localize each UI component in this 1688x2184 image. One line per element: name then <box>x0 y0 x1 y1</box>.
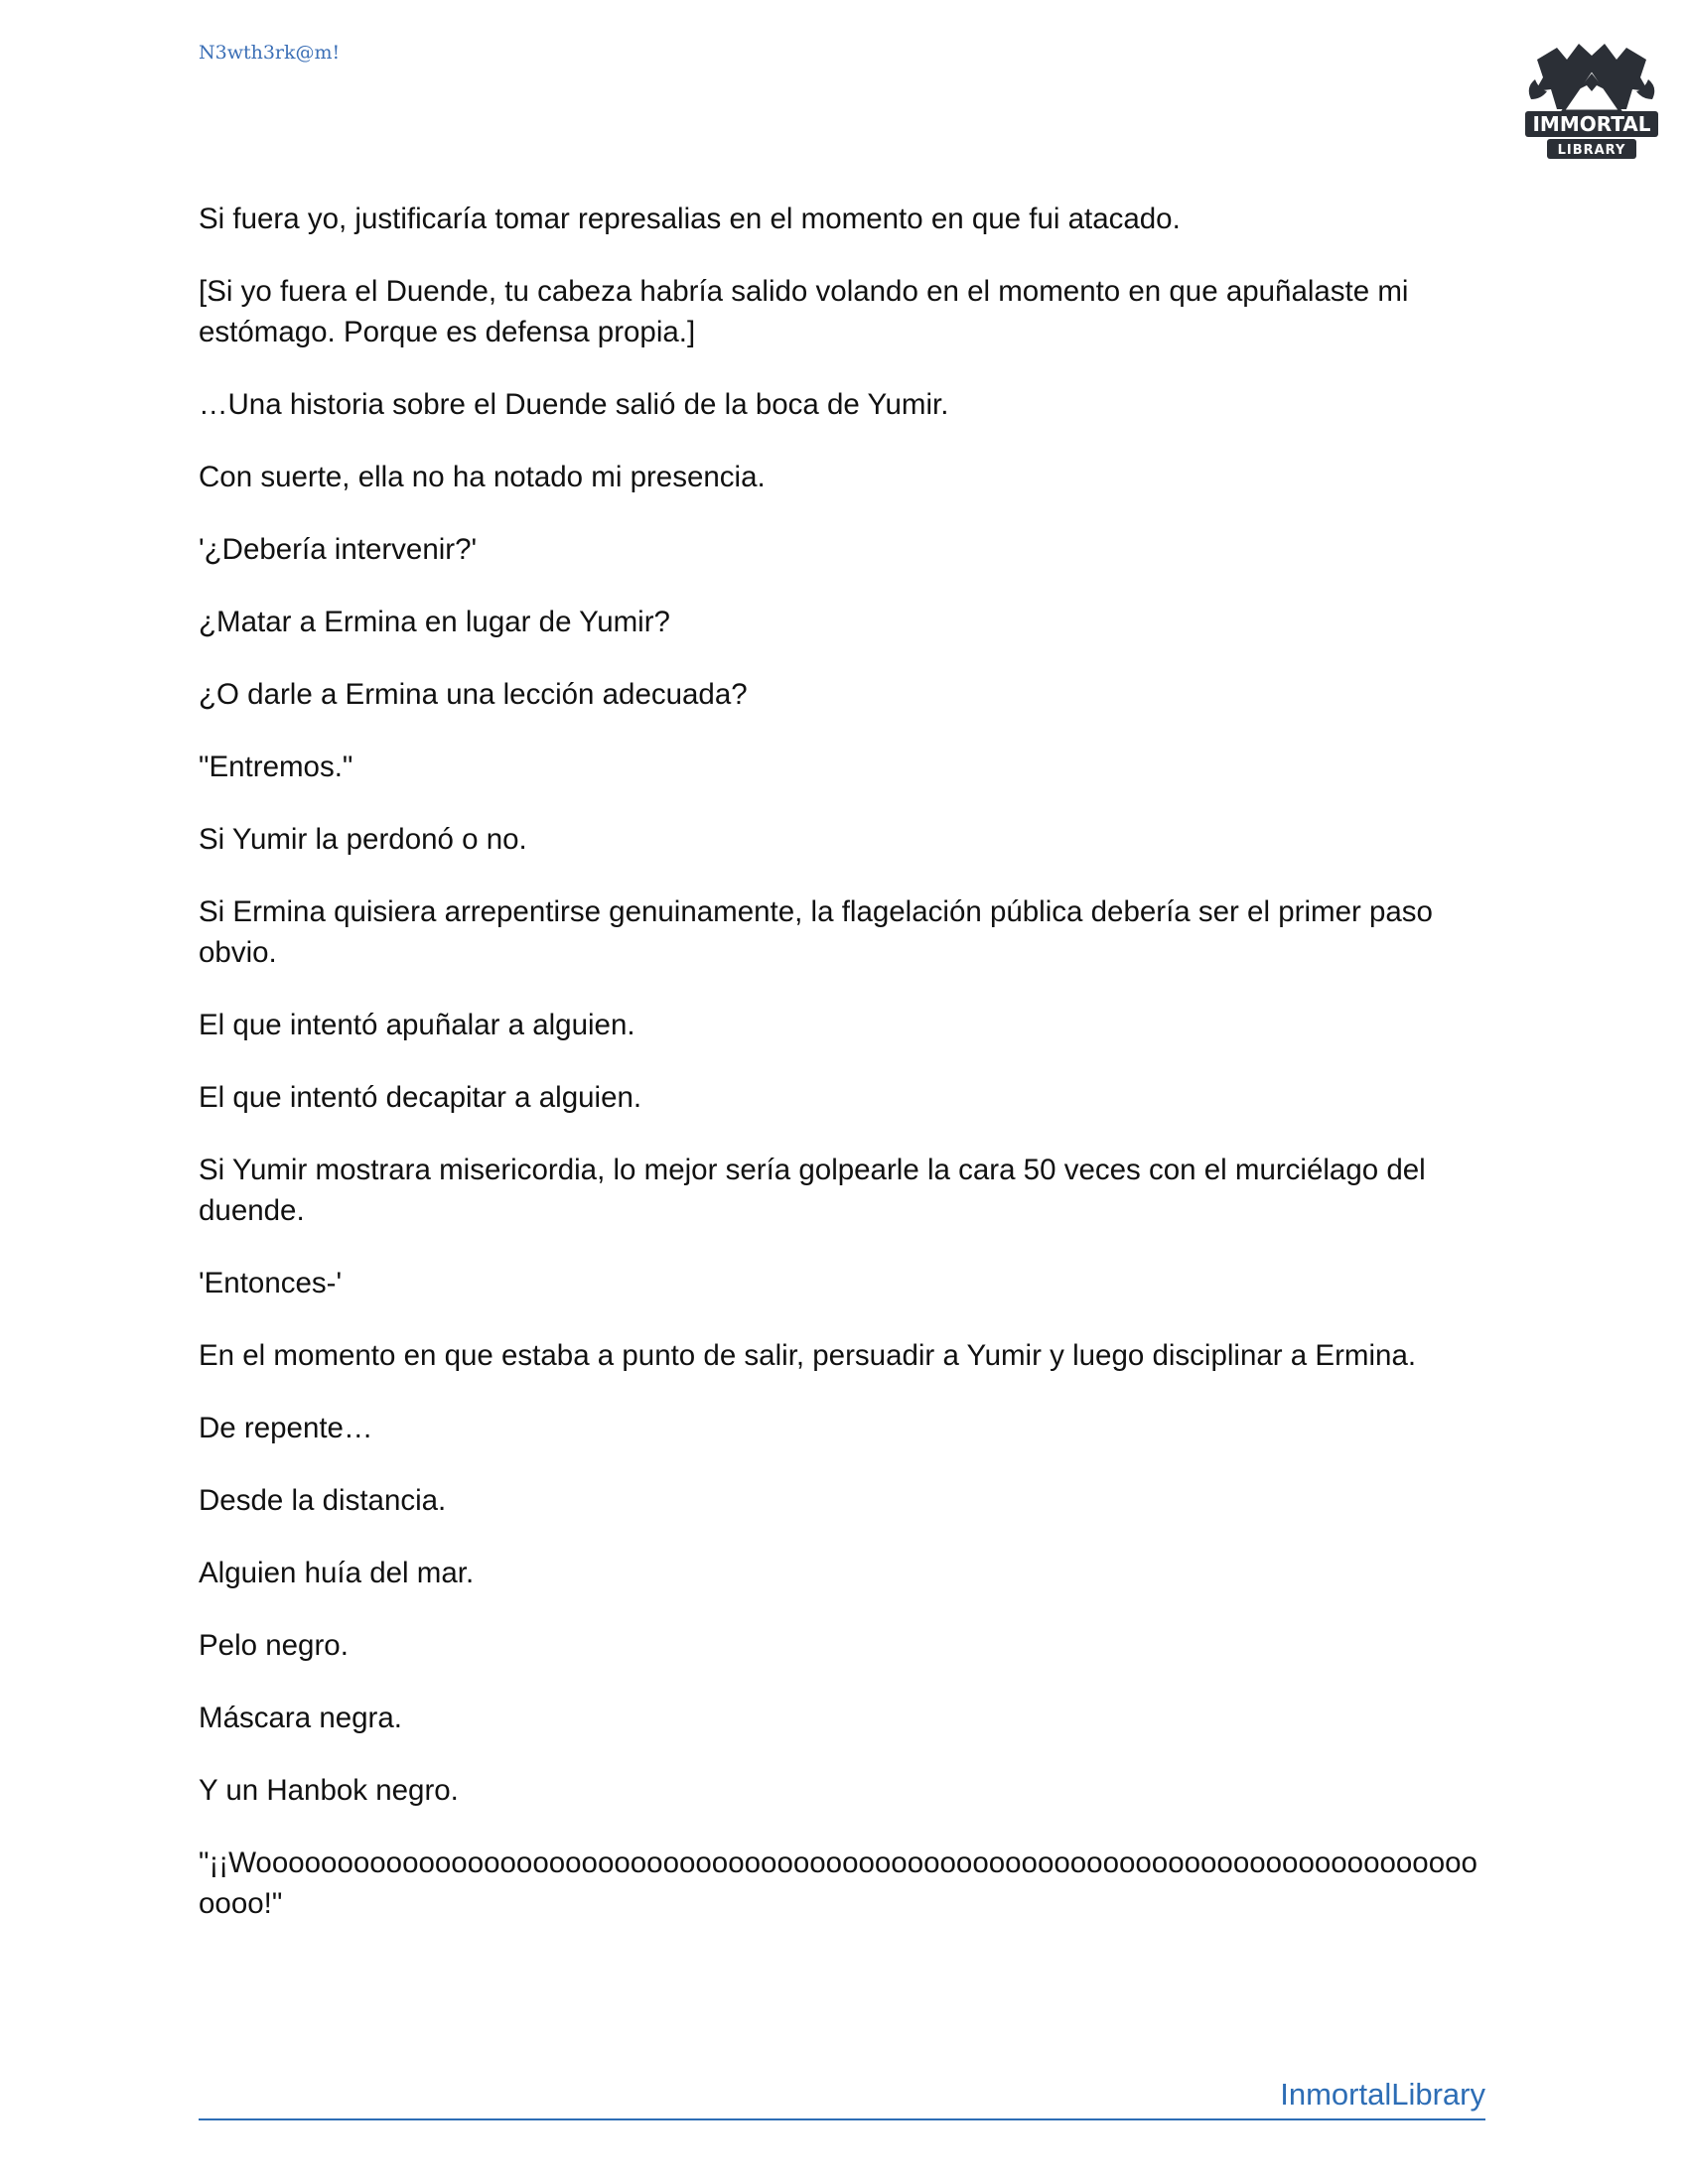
paragraph: '¿Debería intervenir?' <box>199 533 478 566</box>
paragraph: Si Yumir la perdonó o no. <box>199 823 527 856</box>
logo-line1: IMMORTAL <box>1532 112 1651 136</box>
paragraph: Si fuera yo, justificaría tomar represalias en el momento en que fui atacado. <box>199 203 1181 235</box>
paragraph: Si Ermina quisiera arrepentirse genuinamente, la flagelación pública debería ser el primer paso obvio. <box>199 895 1433 969</box>
paragraph: De repente… <box>199 1412 373 1444</box>
footer-link[interactable]: InmortalLibrary <box>1280 2077 1485 2112</box>
paragraph: ¿O darle a Ermina una lección adecuada? <box>199 678 748 711</box>
paragraph: …Una historia sobre el Duende salió de la boca de Yumir. <box>199 388 949 421</box>
paragraph: ¿Matar a Ermina en lugar de Yumir? <box>199 606 670 638</box>
paragraph: En el momento en que estaba a punto de salir, persuadir a Yumir y luego disciplinar a Ermina. <box>199 1339 1417 1372</box>
paragraph: Con suerte, ella no ha notado mi presencia. <box>199 461 766 493</box>
paragraph: Pelo negro. <box>199 1629 349 1662</box>
paragraph: Alguien huía del mar. <box>199 1557 475 1589</box>
paragraph: [Si yo fuera el Duende, tu cabeza habría salido volando en el momento en que apuñalaste mi estómago. Porque es defensa propia.] <box>199 275 1409 348</box>
paragraph: El que intentó apuñalar a alguien. <box>199 1009 635 1041</box>
paragraph: Y un Hanbok negro. <box>199 1774 459 1807</box>
header-watermark: N3wth3rk@m! <box>199 42 341 64</box>
footer <box>199 2075 1485 2120</box>
chapter-text <box>199 199 1489 1956</box>
paragraph: "Entremos." <box>199 751 353 783</box>
paragraph: Máscara negra. <box>199 1702 402 1734</box>
paragraph: El que intentó decapitar a alguien. <box>199 1081 642 1114</box>
logo-line2: LIBRARY <box>1557 143 1626 158</box>
immortal-library-logo <box>1517 30 1666 169</box>
paragraph: Desde la distancia. <box>199 1484 447 1517</box>
logo-emblem-icon <box>1517 30 1666 169</box>
paragraph: "¡¡Wooooooooooooooooooooooooooooooooooooooooooooooooooooooooooooooooooooooooooooooo!" <box>199 1846 1477 1920</box>
paragraph: Si Yumir mostrara misericordia, lo mejor sería golpearle la cara 50 veces con el murciélago del duende. <box>199 1154 1426 1227</box>
paragraph: 'Entonces-' <box>199 1267 343 1299</box>
